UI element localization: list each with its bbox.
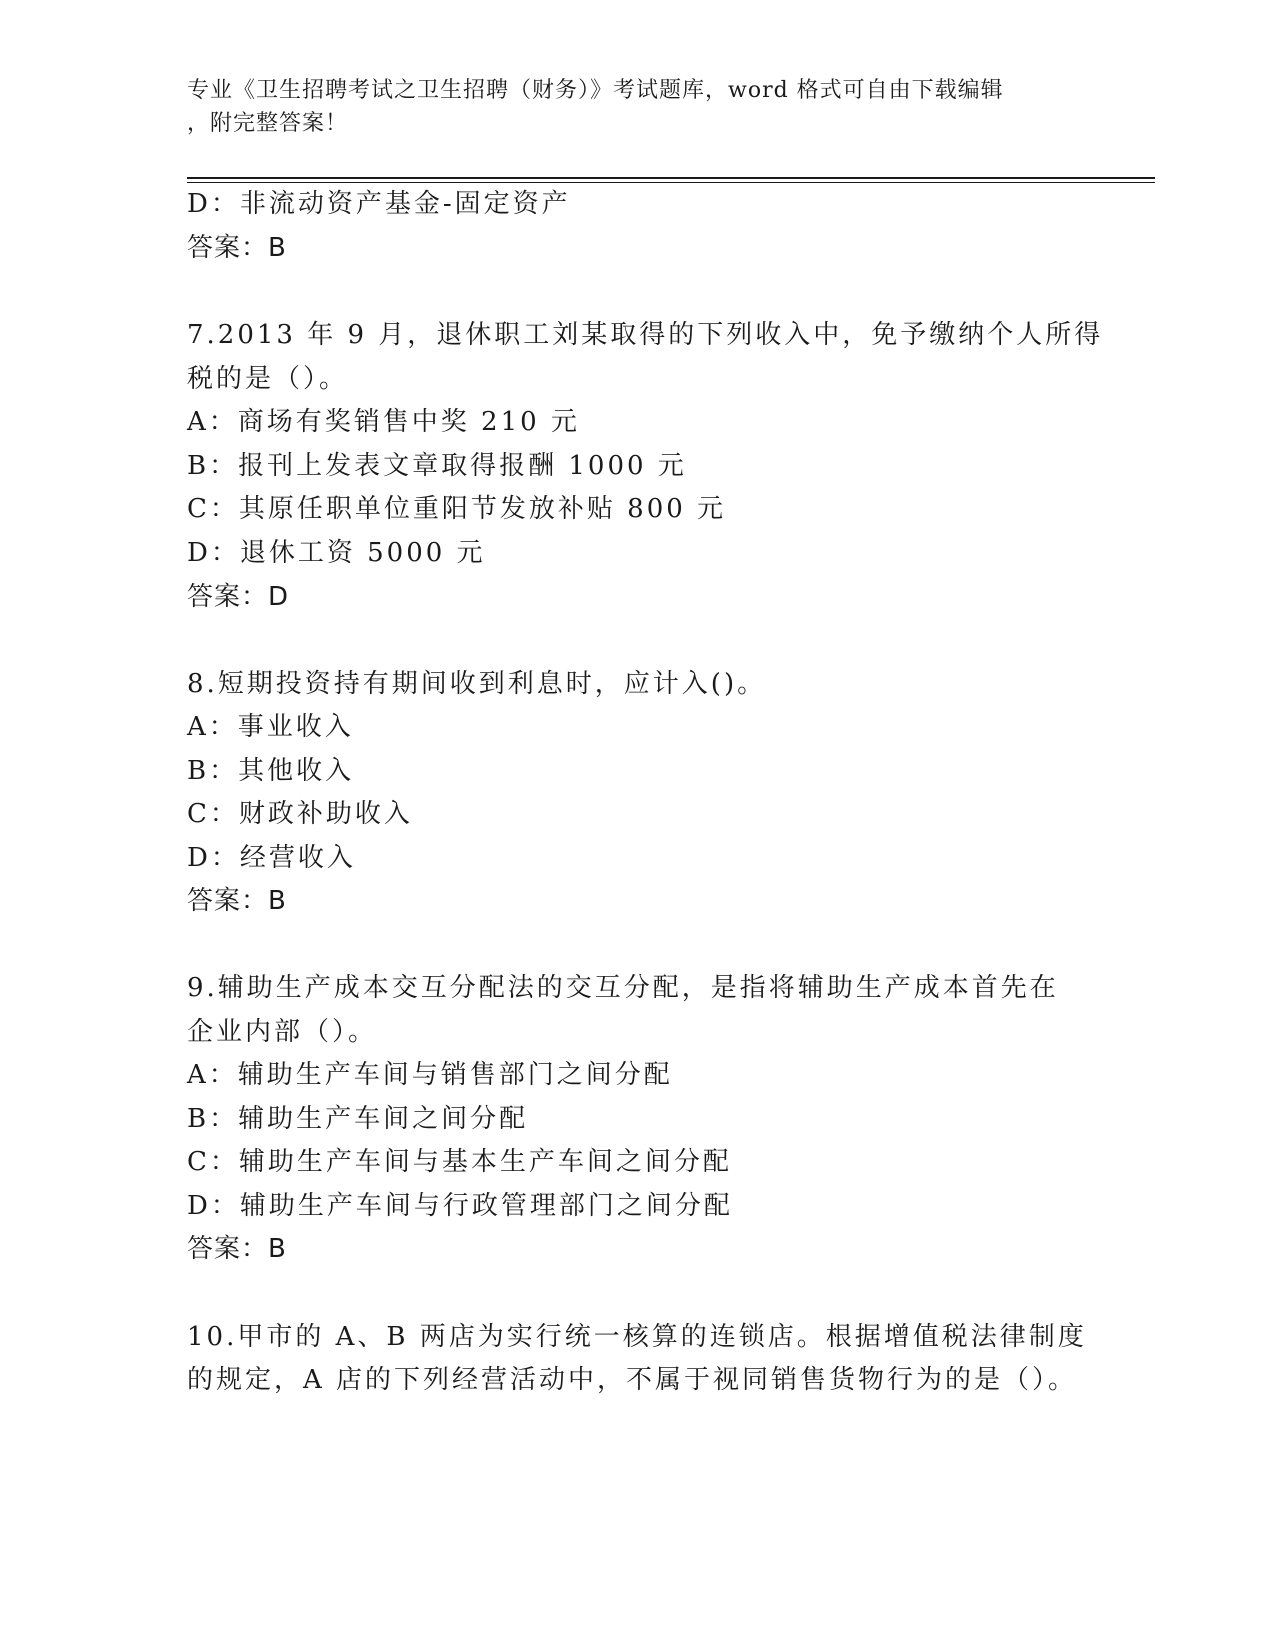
header-divider-thick <box>187 177 1155 179</box>
q9-answer: 答案：B <box>187 1234 287 1264</box>
q8-answer: 答案：B <box>187 886 287 916</box>
q8-option-a: A：事业收入 <box>187 712 354 742</box>
q9-option-a: A：辅助生产车间与销售部门之间分配 <box>187 1060 673 1090</box>
header-line-1: 专业《卫生招聘考试之卫生招聘（财务）》考试题库，word 格式可自由下载编辑 <box>187 78 1004 103</box>
q9-option-c: C：辅助生产车间与基本生产车间之间分配 <box>187 1147 732 1177</box>
q8-stem-line-1: 8.短期投资持有期间收到利息时，应计入()。 <box>187 669 767 699</box>
q7-option-c: C：其原任职单位重阳节发放补贴 800 元 <box>187 494 727 524</box>
q9-option-d: D：辅助生产车间与行政管理部门之间分配 <box>187 1191 733 1221</box>
q8-option-d: D：经营收入 <box>187 843 356 873</box>
q7-answer: 答案：D <box>187 582 290 612</box>
q8-option-b: B：其他收入 <box>187 756 355 786</box>
document-header <box>187 74 1067 140</box>
q7-stem-line-1: 7.2013 年 9 月，退休职工刘某取得的下列收入中，免予缴纳个人所得 <box>187 320 1104 350</box>
q10-stem-line-1: 10.甲市的 A、B 两店为实行统一核算的连锁店。根据增值税法律制度 <box>187 1322 1087 1352</box>
q7-option-b: B：报刊上发表文章取得报酬 1000 元 <box>187 451 687 481</box>
header-line-2: ，附完整答案！ <box>187 111 349 136</box>
prev-option-d: D：非流动资产基金-固定资产 <box>187 189 571 219</box>
q9-option-b: B：辅助生产车间之间分配 <box>187 1104 529 1134</box>
q10-stem-line-2: 的规定，A 店的下列经营活动中，不属于视同销售货物行为的是（）。 <box>187 1365 1078 1395</box>
q9-stem-line-1: 9.辅助生产成本交互分配法的交互分配，是指将辅助生产成本首先在 <box>187 973 1059 1003</box>
q8-option-c: C：财政补助收入 <box>187 799 413 829</box>
q7-option-a: A：商场有奖销售中奖 210 元 <box>187 407 580 437</box>
q7-stem-line-2: 税的是（）。 <box>187 364 349 394</box>
header-divider-thin <box>187 182 1155 183</box>
prev-answer: 答案：B <box>187 233 287 263</box>
q7-option-d: D：退休工资 5000 元 <box>187 538 486 568</box>
q9-stem-line-2: 企业内部（）。 <box>187 1017 378 1047</box>
